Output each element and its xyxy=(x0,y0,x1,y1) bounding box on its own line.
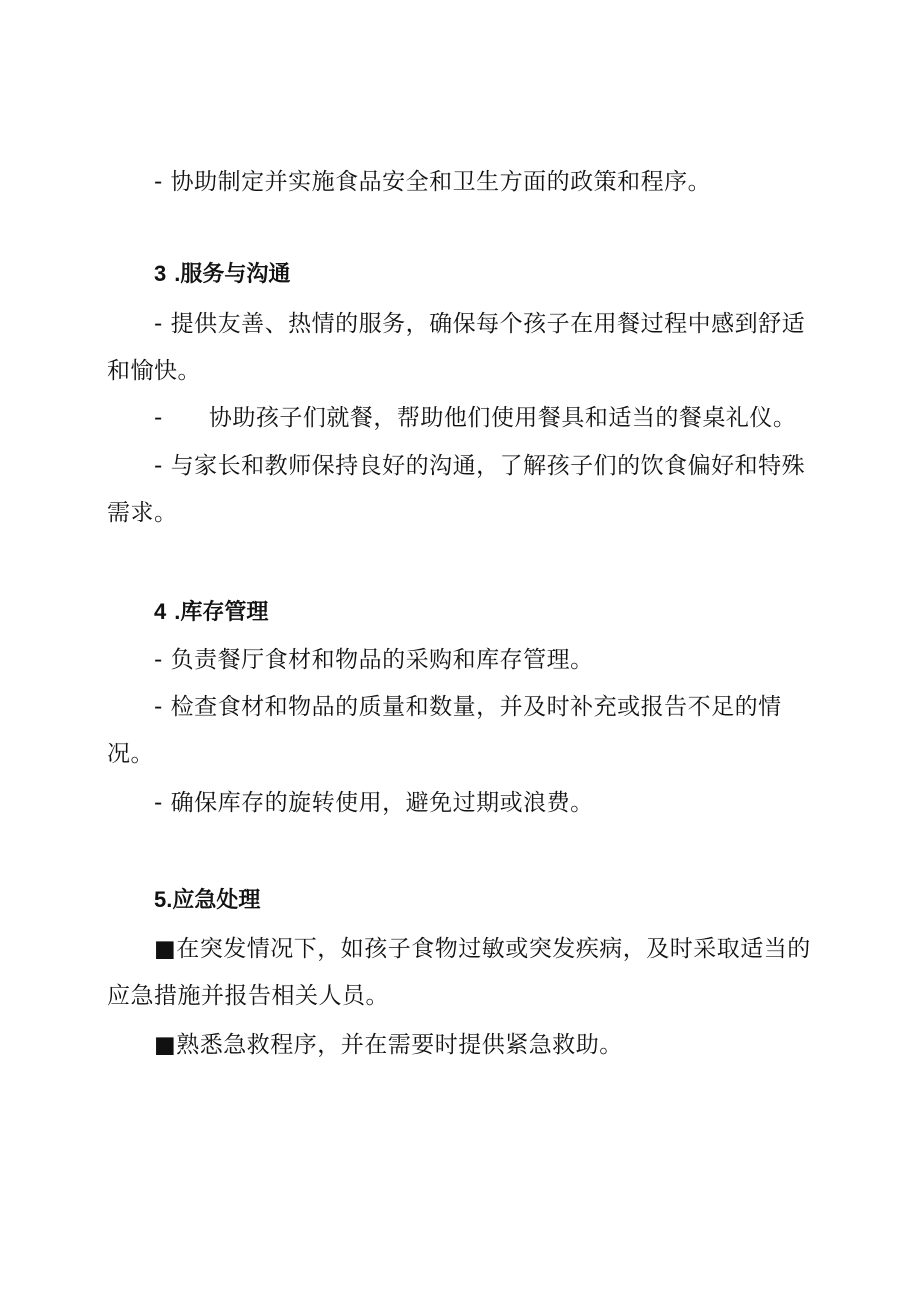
paragraph-friendly-service: - 提供友善、热情的服务，确保每个孩子在用餐过程中感到舒适和愉快。 xyxy=(107,311,806,384)
dash-marker: - xyxy=(154,405,163,431)
section-4-number: 4 xyxy=(154,599,167,624)
section-3-heading xyxy=(154,259,290,289)
paragraph-parent-communication: - 与家长和教师保持良好的沟通，了解孩子们的饮食偏好和特殊需求。 xyxy=(107,453,806,526)
paragraph-food-safety-policy: - 协助制定并实施食品安全和卫生方面的政策和程序。 xyxy=(154,169,712,195)
assist-dining-text: 协助孩子们就餐，帮助他们使用餐具和适当的餐桌礼仪。 xyxy=(208,405,797,431)
paragraph-purchasing: - 负责餐厅食材和物品的采购和库存管理。 xyxy=(154,647,594,673)
section-3-title: .服务与沟通 xyxy=(174,261,291,286)
section-5-heading: 5.应急处理 xyxy=(154,887,261,912)
section-3-number: 3 xyxy=(154,261,167,286)
section-4-title: .库存管理 xyxy=(174,599,269,624)
section-4-heading xyxy=(154,597,268,627)
paragraph-first-aid: ■熟悉急救程序，并在需要时提供紧急救助。 xyxy=(154,1032,623,1058)
paragraph-emergency-measures: ■在突发情况下，如孩子食物过敏或突发疾病，及时采取适当的应急措施并报告相关人员。 xyxy=(107,936,811,1009)
paragraph-quality-check: - 检查食材和物品的质量和数量，并及时补充或报告不足的情况。 xyxy=(107,694,782,767)
paragraph-stock-rotation: - 确保库存的旋转使用，避免过期或浪费。 xyxy=(154,790,594,816)
paragraph-assist-dining xyxy=(154,403,796,433)
